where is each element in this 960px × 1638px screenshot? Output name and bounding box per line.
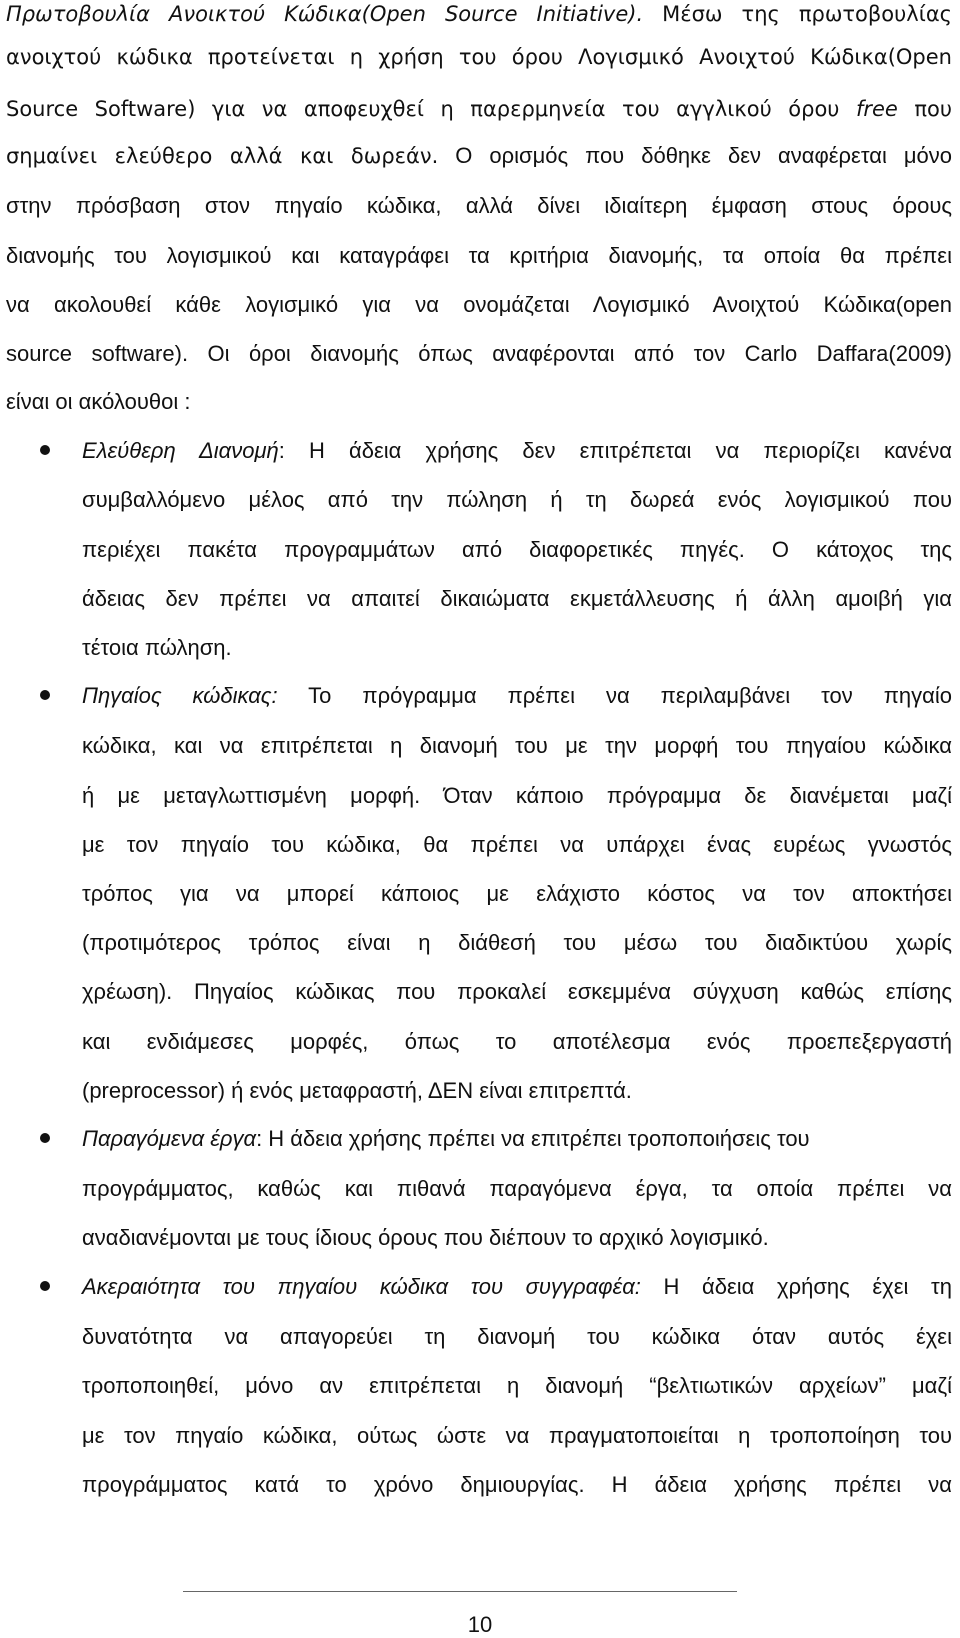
list-item-first-line [82,1276,952,1298]
paragraph-line: source software). Οι όροι διανομής όπως αναφέρονται από τον Carlo Daffara(2009) [6,341,952,366]
bullet-dot [40,445,50,455]
list-item-text: Η άδεια χρήσης έχει τη [640,1274,952,1299]
list-item-first-line [82,440,952,462]
list-item-term: Ακεραιότητα του πηγαίου κώδικα του συγγραφέα: [82,1274,641,1299]
list-item-term: Παραγόμενα έργα [82,1126,257,1151]
paragraph-line [6,99,952,120]
list-item-term: Πηγαίος κώδικας: [82,683,278,708]
paragraph-line [6,145,952,167]
list-item-line: άδειας δεν πρέπει να απαιτεί δικαιώματα εκμετάλλευσης ή άλλη αμοιβή για [82,586,952,611]
list-item-line: (προτιμότερος τρόπος είναι η διάθεσή του μέσω του διαδικτύου χωρίς [82,930,952,955]
paragraph-line: στην πρόσβαση στον πηγαίο κώδικα, αλλά δίνει ιδιαίτερη έμφαση στους όρους [6,193,952,218]
paragraph-text: που [897,97,952,121]
list-item-line: περιέχει πακέτα προγραμμάτων από διαφορετικές πηγές. Ο κάτοχος της [82,537,952,562]
list-item-line: αναδιανέμονται με τους ίδιους όρους που διέπουν το αρχικό λογισμικό. [82,1225,769,1250]
list-item-first-line [82,685,952,707]
paragraph-text: Source Software) για να αποφευχθεί η παρερμηνεία του αγγλικού όρου [6,97,856,121]
bullet-dot [40,1133,50,1143]
emphasis-free: free [855,97,898,121]
list-item-text: Το πρόγραμμα πρέπει να περιλαμβάνει τον πηγαίο [277,683,952,708]
list-item-line: ή με μεταγλωττισμένη μορφή. Όταν κάποιο πρόγραμμα δε διανέμεται μαζί [82,783,952,808]
list-item-line: τέτοια πώληση. [82,635,232,660]
paragraph-text: Ο ορισμός που δόθηκε δεν αναφέρεται μόνο [438,143,952,168]
bullet-dot [40,1281,50,1291]
list-item-line: χρέωση). Πηγαίος κώδικας που προκαλεί εσκεμμένα σύγχυση καθώς επίσης [82,979,952,1004]
paragraph-line: να ακολουθεί κάθε λογισμικό για να ονομάζεται Λογισμικό Ανοιχτού Κώδικα(open [6,292,952,317]
list-item-line: με τον πηγαίο του κώδικα, θα πρέπει να υπάρχει ένας ευρέως γνωστός [82,832,952,857]
list-item-line: προγράμματος, καθώς και πιθανά παραγόμενα έργα, τα οποία πρέπει να [82,1176,952,1201]
footer-divider [183,1591,737,1592]
list-item-term: Ελεύθερη Διανομή [82,438,279,463]
list-item-line: δυνατότητα να απαγορεύει τη διανομή του κώδικα όταν αυτός έχει [82,1324,952,1349]
list-item-first-line [82,1128,810,1150]
list-item-line: συμβαλλόμενο μέλος από την πώληση ή τη δωρεά ενός λογισμικού που [82,487,952,512]
paragraph-text: σημαίνει ελεύθερο αλλά και δωρεάν. [6,144,439,168]
paragraph-line: είναι οι ακόλουθοι : [6,389,191,414]
list-item-line: τρόπος για να μπορεί κάποιος με ελάχιστο κόστος να τον αποκτήσει [82,881,952,906]
list-item-line: και ενδιάμεσες μορφές, όπως το αποτέλεσμα ενός προεπεξεργαστή [82,1029,952,1054]
list-item-line: τροποποιηθεί, μόνο αν επιτρέπεται η διανομή “βελτιωτικών αρχείων” μαζί [82,1373,952,1398]
bullet-dot [40,690,50,700]
list-item-line: (preprocessor) ή ενός μεταφραστή, ΔΕΝ είναι επιτρεπτά. [82,1078,632,1103]
list-item-text: : Η άδεια χρήσης δεν επιτρέπεται να περιορίζει κανένα [278,438,952,463]
paragraph-line [6,4,952,25]
list-item-line: με τον πηγαίο κώδικα, ούτως ώστε να πραγματοποιείται η τροποποίηση του [82,1423,952,1448]
paragraph-line: διανομής του λογισμικού και καταγράφει τα κριτήρια διανομής, τα οποία θα πρέπει [6,243,952,268]
list-item-text: : Η άδεια χρήσης πρέπει να επιτρέπει τροποποιήσεις του [256,1126,810,1151]
list-item-line: κώδικα, και να επιτρέπεται η διανομή του με την μορφή του πηγαίου κώδικα [82,733,952,758]
page-number: 10 [467,1612,493,1637]
initiative-name: Πρωτοβουλία Ανοικτού Κώδικα(Open Source Initiative). [6,2,644,26]
list-item-line: προγράμματος κατά το χρόνο δημιουργίας. Η άδεια χρήσης πρέπει να [82,1472,952,1497]
paragraph-text: Μέσω της πρωτοβουλίας [643,2,953,26]
paragraph-line: ανοιχτού κώδικα προτείνεται η χρήση του όρου Λογισμικό Ανοιχτού Κώδικα(Open [6,45,952,69]
